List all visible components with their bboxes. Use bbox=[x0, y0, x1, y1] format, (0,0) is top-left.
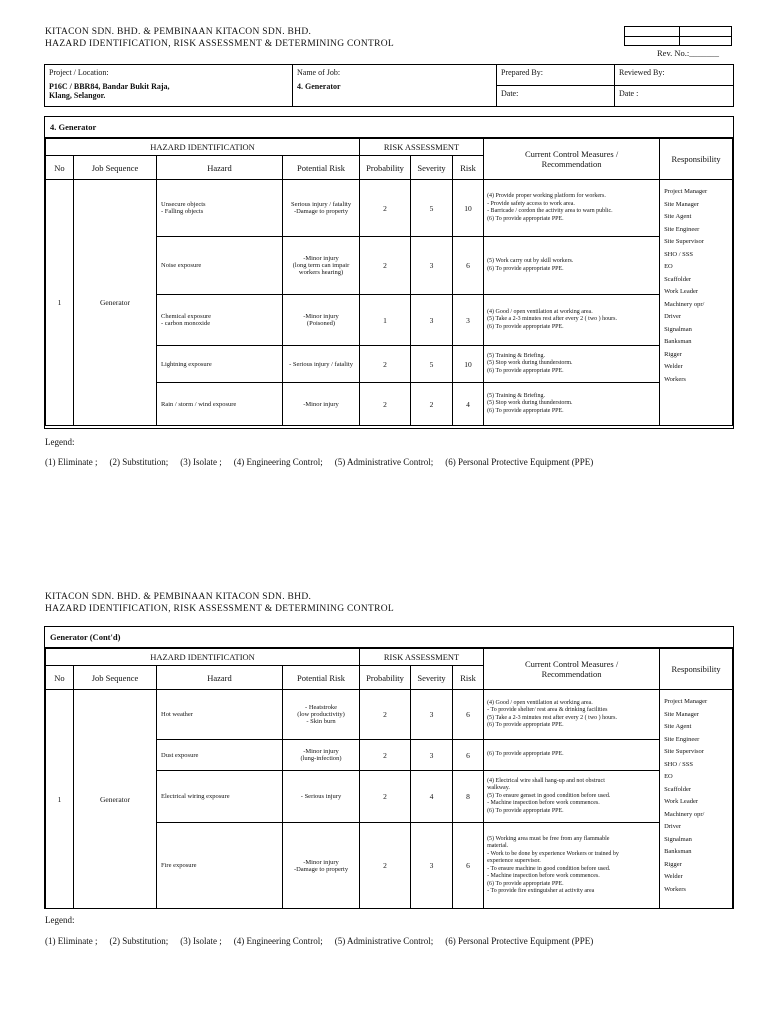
potential-risk-cell: - Serious injury / fatality bbox=[283, 346, 360, 383]
revision-box bbox=[624, 26, 732, 46]
no-header: No bbox=[46, 666, 74, 690]
legend-item: (4) Engineering Control; bbox=[233, 457, 323, 467]
risk-cell: 6 bbox=[453, 237, 484, 295]
reviewed-by-cell: Reviewed By: bbox=[615, 65, 734, 86]
probability-cell: 1 bbox=[360, 295, 411, 346]
legend-item: (5) Administrative Control; bbox=[334, 936, 434, 946]
responsibility-cell: Project Manager Site Manager Site Agent Site Engineer Site Supervisor SHO / SSS EO Scaffolder Work Leader Machinery opr/ Driver Signalman Banksman Rigger Welder Workers bbox=[660, 690, 733, 909]
severity-cell: 3 bbox=[411, 823, 453, 909]
control-measures-cell: (4) Electrical wire shall hang-up and not obstruct walkway. (5) To ensure genset in good condition before used. - Machine inspection before work commences. (6) To provide appropriate PPE. bbox=[484, 771, 660, 823]
legend-item: (6) Personal Protective Equipment (PPE) bbox=[445, 457, 594, 467]
prepared-date-cell: Date: bbox=[497, 86, 615, 107]
company-name: KITACON SDN. BHD. & PEMBINAAN KITACON SDN. BHD. bbox=[45, 592, 312, 602]
hazard-cell: Hot weather bbox=[157, 690, 283, 740]
risk-cell: 6 bbox=[453, 823, 484, 909]
probability-cell: 2 bbox=[360, 823, 411, 909]
legend-item: (4) Engineering Control; bbox=[233, 936, 323, 946]
severity-cell: 4 bbox=[411, 771, 453, 823]
control-measures-cell: (4) Provide proper working platform for workers. - Provide safety access to work area. - Barricade / cordon the activity area to warn public. (6) To provide appropriate PPE. bbox=[484, 180, 660, 237]
job-sequence: Generator bbox=[74, 690, 157, 909]
legend-item: (6) Personal Protective Equipment (PPE) bbox=[445, 936, 594, 946]
probability-cell: 2 bbox=[360, 771, 411, 823]
hazard-cell: Dust exposure bbox=[157, 740, 283, 771]
severity-header: Severity bbox=[411, 666, 453, 690]
job-sequence-header: Job Sequence bbox=[74, 666, 157, 690]
responsibility-header: Responsibility bbox=[660, 649, 733, 690]
legend-item: (2) Substitution; bbox=[109, 936, 169, 946]
job-sequence-header: Job Sequence bbox=[74, 156, 157, 180]
legend-items bbox=[45, 457, 605, 467]
legend-item: (5) Administrative Control; bbox=[334, 457, 434, 467]
reviewed-date-cell: Date : bbox=[615, 86, 734, 107]
row-number: 1 bbox=[46, 180, 74, 426]
risk-header: Risk bbox=[453, 666, 484, 690]
document-title: HAZARD IDENTIFICATION, RISK ASSESSMENT & DETERMINING CONTROL bbox=[45, 604, 395, 614]
potential-risk-cell: -Minor injury bbox=[283, 383, 360, 426]
row-number: 1 bbox=[46, 690, 74, 909]
potential-risk-cell: Serious injury / fatality -Damage to property bbox=[283, 180, 360, 237]
section-title: Generator (Cont'd) bbox=[45, 627, 733, 648]
severity-cell: 2 bbox=[411, 383, 453, 426]
hazard-cell: Chemical exposure - carbon monoxide bbox=[157, 295, 283, 346]
risk-header: Risk bbox=[453, 156, 484, 180]
legend-label: Legend: bbox=[45, 437, 75, 447]
potential-risk-cell: -Minor injury (Poisoned) bbox=[283, 295, 360, 346]
control-measures-cell: (5) Working area must be free from any flammable material. - Work to be done by experience Workers or trained by experience supervisor. - To ensure machine in good condition before used. - Machine inspection before work commences. (6) To provide appropriate PPE. - To provide fire extinguisher at activity area bbox=[484, 823, 660, 909]
legend-item: (2) Substitution; bbox=[109, 457, 169, 467]
risk-cell: 6 bbox=[453, 690, 484, 740]
job-name-cell: Name of Job: 4. Generator bbox=[293, 65, 497, 107]
control-measures-cell: (5) Work carry out by skill workers. (6) To provide appropriate PPE. bbox=[484, 237, 660, 295]
probability-cell: 2 bbox=[360, 740, 411, 771]
probability-header: Probability bbox=[360, 156, 411, 180]
hazard-cell: Electrical wiring exposure bbox=[157, 771, 283, 823]
hazard-cell: Unsecure objects - Falling objects bbox=[157, 180, 283, 237]
legend-item: (3) Isolate ; bbox=[180, 936, 222, 946]
potential-risk-cell: -Minor injury (long term can impair workers hearing) bbox=[283, 237, 360, 295]
probability-cell: 2 bbox=[360, 383, 411, 426]
hazard-identification-header: HAZARD IDENTIFICATION bbox=[46, 649, 360, 666]
control-measures-cell: (5) Training & Briefing. (5) Stop work during thunderstorm. (6) To provide appropriate PPE. bbox=[484, 383, 660, 426]
document-title: HAZARD IDENTIFICATION, RISK ASSESSMENT & DETERMINING CONTROL bbox=[45, 39, 395, 49]
job-sequence: Generator bbox=[74, 180, 157, 426]
severity-cell: 5 bbox=[411, 180, 453, 237]
company-name: KITACON SDN. BHD. & PEMBINAAN KITACON SDN. BHD. bbox=[45, 27, 312, 37]
risk-cell: 8 bbox=[453, 771, 484, 823]
control-measures-header: Current Control Measures / Recommendation bbox=[484, 649, 660, 690]
section-title: 4. Generator bbox=[45, 117, 733, 138]
severity-header: Severity bbox=[411, 156, 453, 180]
probability-cell: 2 bbox=[360, 346, 411, 383]
potential-risk-cell: -Minor injury (lung-infection) bbox=[283, 740, 360, 771]
hazard-section-2 bbox=[44, 626, 734, 909]
hazard-table-1 bbox=[45, 138, 733, 426]
legend-item: (3) Isolate ; bbox=[180, 457, 222, 467]
responsibility-cell: Project Manager Site Manager Site Agent Site Engineer Site Supervisor SHO / SSS EO Scaffolder Work Leader Machinery opr/ Driver Signalman Banksman Rigger Welder Workers bbox=[660, 180, 733, 426]
potential-risk-cell: -Minor injury -Damage to property bbox=[283, 823, 360, 909]
severity-cell: 3 bbox=[411, 295, 453, 346]
responsibility-header: Responsibility bbox=[660, 139, 733, 180]
potential-risk-cell: - Serious injury bbox=[283, 771, 360, 823]
project-location-cell: Project / Location: P16C / BBR84, Bandar Bukit Raja, Klang, Selangor. bbox=[45, 65, 293, 107]
control-measures-header: Current Control Measures / Recommendation bbox=[484, 139, 660, 180]
prepared-by-cell: Prepared By: bbox=[497, 65, 615, 86]
hazard-header: Hazard bbox=[157, 666, 283, 690]
control-measures-cell: (5) Training & Briefing. (5) Stop work during thunderstorm. (6) To provide appropriate PPE. bbox=[484, 346, 660, 383]
hazard-cell: Noise exposure bbox=[157, 237, 283, 295]
risk-assessment-header: RISK ASSESSMENT bbox=[360, 139, 484, 156]
hazard-cell: Lightning exposure bbox=[157, 346, 283, 383]
severity-cell: 3 bbox=[411, 237, 453, 295]
hazard-section-1 bbox=[44, 116, 734, 429]
probability-cell: 2 bbox=[360, 690, 411, 740]
legend-item: (1) Eliminate ; bbox=[45, 457, 98, 467]
risk-assessment-header: RISK ASSESSMENT bbox=[360, 649, 484, 666]
hazard-cell: Fire exposure bbox=[157, 823, 283, 909]
control-measures-cell: (4) Good / open ventilation at working area. - To provide shelter/ rest area & drinking facilities (5) Take a 2-3 minutes rest after every 2 ( two ) hours. (6) To provide appropriate PPE. bbox=[484, 690, 660, 740]
probability-cell: 2 bbox=[360, 180, 411, 237]
risk-cell: 10 bbox=[453, 180, 484, 237]
legend-items bbox=[45, 936, 605, 946]
probability-cell: 2 bbox=[360, 237, 411, 295]
hazard-header: Hazard bbox=[157, 156, 283, 180]
table-row bbox=[46, 690, 733, 740]
revision-number: Rev. No.:_______ bbox=[657, 48, 720, 58]
hazard-identification-header: HAZARD IDENTIFICATION bbox=[46, 139, 360, 156]
hazard-table-2 bbox=[45, 648, 733, 909]
risk-cell: 4 bbox=[453, 383, 484, 426]
legend-item: (1) Eliminate ; bbox=[45, 936, 98, 946]
legend-label: Legend: bbox=[45, 915, 75, 925]
project-info-table bbox=[44, 64, 734, 107]
risk-cell: 10 bbox=[453, 346, 484, 383]
risk-cell: 3 bbox=[453, 295, 484, 346]
hazard-cell: Rain / storm / wind exposure bbox=[157, 383, 283, 426]
potential-risk-header: Potential Risk bbox=[283, 666, 360, 690]
severity-cell: 3 bbox=[411, 740, 453, 771]
probability-header: Probability bbox=[360, 666, 411, 690]
risk-cell: 6 bbox=[453, 740, 484, 771]
severity-cell: 3 bbox=[411, 690, 453, 740]
control-measures-cell: (4) Good / open ventilation at working area. (5) Take a 2-3 minutes rest after every 2 ( two ) hours. (6) To provide appropriate PPE. bbox=[484, 295, 660, 346]
control-measures-cell: (6) To provide appropriate PPE. bbox=[484, 740, 660, 771]
table-row bbox=[46, 180, 733, 237]
severity-cell: 5 bbox=[411, 346, 453, 383]
potential-risk-cell: - Heatstroke (low productivity) - Skin burn bbox=[283, 690, 360, 740]
potential-risk-header: Potential Risk bbox=[283, 156, 360, 180]
no-header: No bbox=[46, 156, 74, 180]
